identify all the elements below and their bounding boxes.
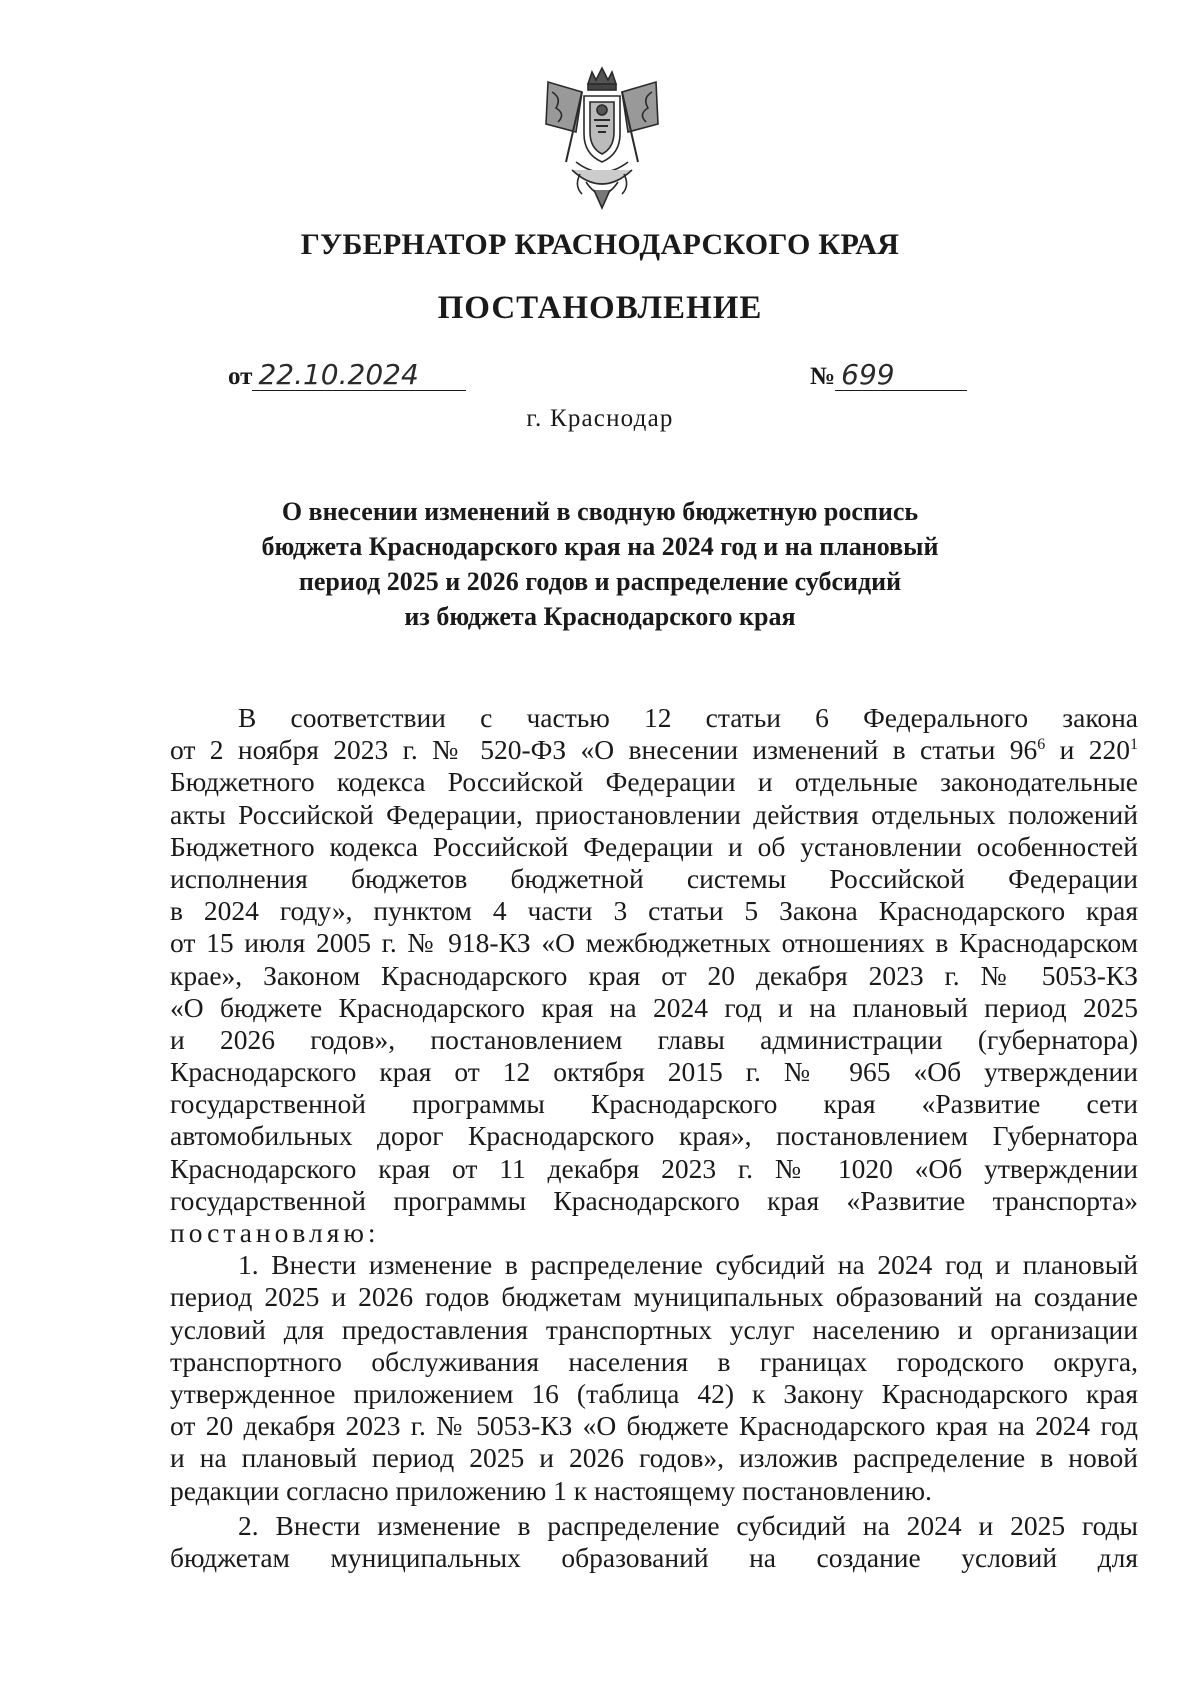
document-type: ПОСТАНОВЛЕНИЕ [437, 290, 763, 326]
subject-line: О внесении изменений в сводную бюджетную роспись [281, 497, 919, 526]
coat-of-arms-icon [536, 62, 668, 212]
subject-line: бюджета Краснодарского края на 2024 год и на плановый [261, 532, 939, 561]
text-line: период 2025 и 2026 годов бюджетам муниципальных образований на создание [170, 1281, 1138, 1313]
text-fragment: и 220 [1045, 734, 1131, 766]
text-line: утвержденное приложением 16 (таблица 42) к Закону Краснодарского края [170, 1377, 1138, 1409]
document-date [228, 360, 466, 391]
text-line: условий для предоставления транспортных услуг населению и организации [170, 1313, 1138, 1345]
item-2-paragraph [170, 1510, 1138, 1574]
text-line: Бюджетного кодекса Российской Федерации и об установлении особенностей [170, 830, 1138, 862]
text-line: 1. Внести изменение в распределение субсидий на 2024 год и плановый [238, 1249, 1138, 1281]
text-line: крае», Законом Краснодарского края от 20 декабря 2023 г. № 5053-КЗ [170, 959, 1138, 991]
text-line: в 2024 году», пунктом 4 части 3 статьи 5 Закона Краснодарского края [170, 895, 1138, 927]
text-line: и 2026 годов», постановлением главы администрации (губернатора) [170, 1023, 1138, 1055]
text-line: В соответствии с частью 12 статьи 6 Федерального закона [238, 702, 1138, 733]
text-line: государственной программы Краснодарского края «Развитие сети [170, 1088, 1138, 1120]
text-line: редакции согласно приложению 1 к настоящему постановлению. [170, 1474, 932, 1506]
preamble-paragraph [170, 702, 1138, 1249]
date-value: 22.10.2024 [252, 360, 466, 391]
superscript: 1 [1130, 736, 1139, 754]
text-line: государственной программы Краснодарского края «Развитие транспорта» [170, 1184, 1138, 1216]
number-prefix: № [810, 363, 836, 390]
text-line: 2. Внести изменение в распределение субсидий на 2024 и 2025 годы [238, 1509, 1138, 1541]
text-line: акты Российской Федерации, приостановлении действия отдельных положений [170, 798, 1138, 830]
issuing-authority: ГУБЕРНАТОР КРАСНОДАРСКОГО КРАЯ [300, 228, 900, 261]
superscript: 6 [1037, 736, 1046, 754]
number-value: 699 [835, 360, 967, 391]
text-line: от 15 июля 2005 г. № 918-КЗ «О межбюджетных отношениях в Краснодарском [170, 927, 1138, 959]
text-line: от 20 декабря 2023 г. № 5053-КЗ «О бюджете Краснодарского края на 2024 год [170, 1410, 1138, 1442]
text-line: Краснодарского края от 12 октября 2015 г. № 965 «Об утверждении [170, 1056, 1138, 1088]
document-number [810, 360, 967, 391]
text-line [170, 734, 1138, 766]
item-1-paragraph [170, 1249, 1138, 1507]
text-line: исполнения бюджетов бюджетной системы Российской Федерации [170, 862, 1138, 894]
document-subject [200, 494, 1000, 634]
subject-line: период 2025 и 2026 годов и распределение субсидий [298, 567, 902, 596]
text-line: постановляю: [170, 1217, 380, 1248]
text-line: Краснодарского края от 11 декабря 2023 г. № 1020 «Об утверждении [170, 1152, 1138, 1184]
text-line: и на плановый период 2025 и 2026 годов», изложив распределение в новой [170, 1442, 1138, 1474]
text-fragment: от 2 ноября 2023 г. № 520-ФЗ «О внесении изменений в статьи 96 [170, 734, 1038, 766]
date-prefix: от [228, 363, 253, 390]
issue-city: г. Краснодар [526, 405, 674, 432]
text-line: бюджетам муниципальных образований на создание условий для [170, 1541, 1138, 1573]
text-line: Бюджетного кодекса Российской Федерации и отдельные законодательные [170, 766, 1138, 798]
document-body [170, 702, 1138, 1574]
subject-line: из бюджета Краснодарского края [404, 602, 796, 631]
text-line: транспортного обслуживания населения в границах городского округа, [170, 1345, 1138, 1377]
text-line: «О бюджете Краснодарского края на 2024 год и на плановый период 2025 [170, 991, 1138, 1023]
text-line: автомобильных дорог Краснодарского края», постановлением Губернатора [170, 1120, 1138, 1152]
